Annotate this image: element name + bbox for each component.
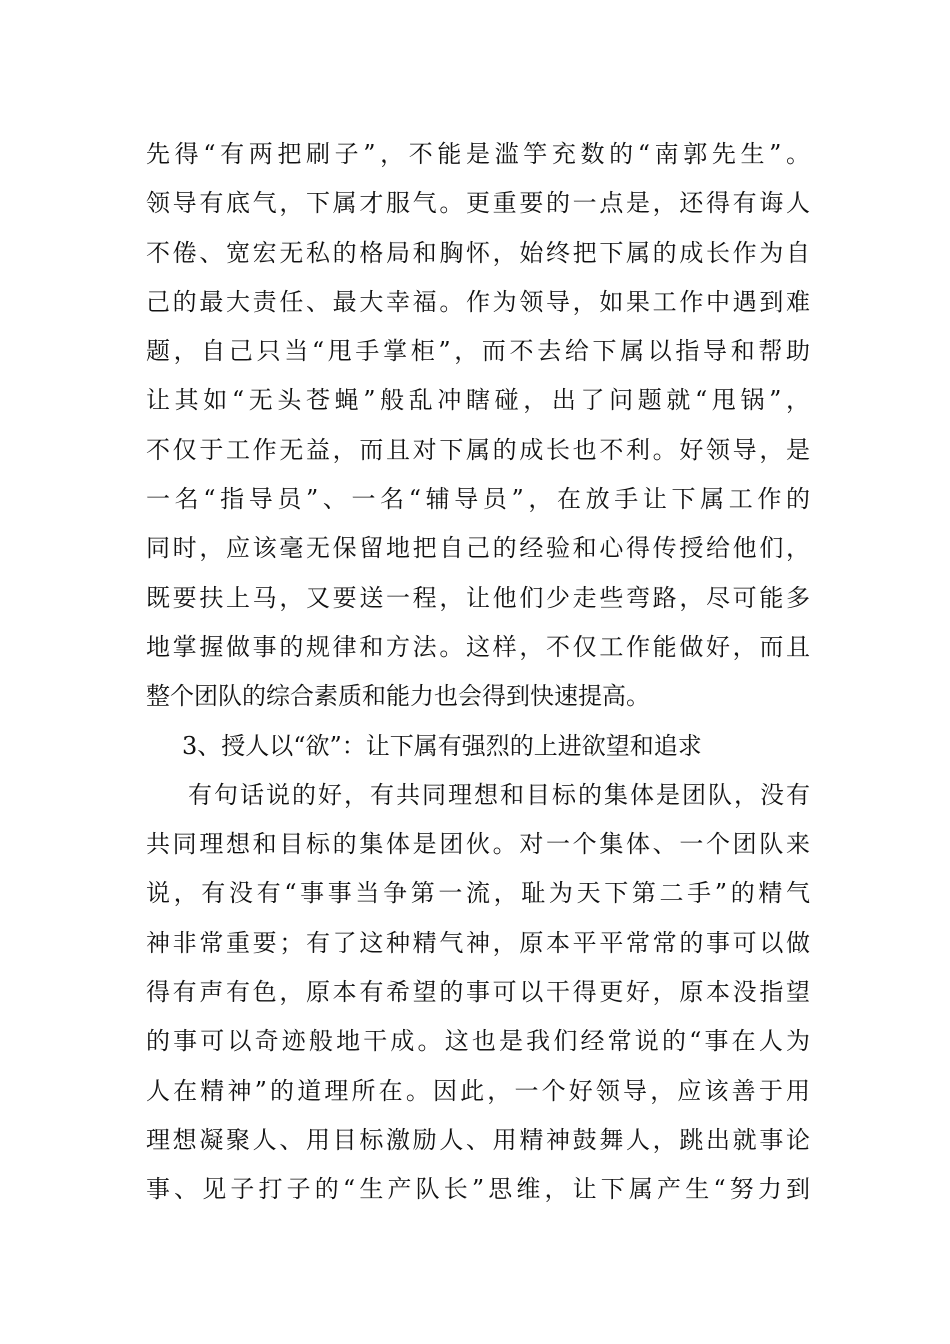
text-line: 整个团队的综合素质和能力也会得到快速提高。 [146, 682, 650, 711]
text-line: 事、见子打子的“生产队长”思维，让下属产生“努力到 [146, 1175, 810, 1204]
paragraph-first-line: 有句话说的好，有共同理想和目标的集体是团队，没有 [188, 780, 810, 809]
text-line: 理想凝聚人、用目标激励人、用精神鼓舞人，跳出就事论 [146, 1125, 810, 1154]
text-line: 地掌握做事的规律和方法。这样，不仅工作能做好，而且 [146, 632, 810, 661]
text-line: 题，自己只当“甩手掌柜”，而不去给下属以指导和帮助 [146, 337, 810, 366]
text-line: 先得“有两把刷子”，不能是滥竽充数的“南郭先生”。 [146, 140, 810, 168]
text-line: 神非常重要；有了这种精气神，原本平平常常的事可以做 [146, 928, 810, 957]
text-line: 人在精神”的道理所在。因此，一个好领导，应该善于用 [146, 1076, 810, 1105]
text-line: 己的最大责任、最大幸福。作为领导，如果工作中遇到难 [146, 287, 810, 316]
text-line: 既要扶上马，又要送一程，让他们少走些弯路，尽可能多 [146, 583, 810, 612]
text-line: 同时，应该毫无保留地把自己的经验和心得传授给他们， [146, 534, 810, 563]
text-line: 的事可以奇迹般地干成。这也是我们经常说的“事在人为 [146, 1027, 810, 1056]
text-line: 领导有底气，下属才服气。更重要的一点是，还得有诲人 [146, 189, 810, 218]
body-text [146, 130, 810, 1215]
section-heading: 3、授人以“欲”：让下属有强烈的上进欲望和追求 [182, 731, 702, 760]
text-line: 共同理想和目标的集体是团伙。对一个集体、一个团队来 [146, 830, 810, 859]
text-line: 得有声有色，原本有希望的事可以干得更好，原本没指望 [146, 978, 810, 1007]
text-line: 不仅于工作无益，而且对下属的成长也不利。好领导，是 [146, 435, 810, 464]
text-line: 说，有没有“事事当争第一流，耻为天下第二手”的精气 [146, 879, 810, 908]
text-line: 让其如“无头苍蝇”般乱冲瞎碰，出了问题就“甩锅”， [146, 386, 810, 415]
text-line: 一名“指导员”、一名“辅导员”，在放手让下属工作的 [146, 485, 810, 514]
text-line: 不倦、宽宏无私的格局和胸怀，始终把下属的成长作为自 [146, 238, 810, 267]
